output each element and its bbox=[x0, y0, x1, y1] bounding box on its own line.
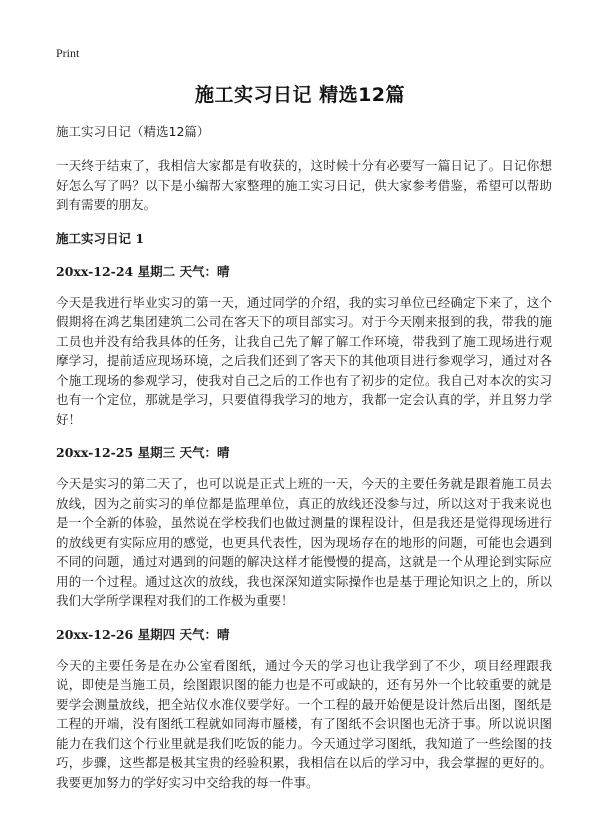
document-body bbox=[56, 122, 552, 806]
entry-body-2: 今天是实习的第二天了，也可以说是正式上班的一天，今天的主要任务就是跟着施工员去放线，因为之前实习的单位都是监理单位，真正的放线还没参与过，所以这对于我来说也是一个全新的体验，虽然说在学校我们也做过测量的课程设计，但是我还是觉得现场进行的放线更有实际应用的感觉，也更具代表性，因为现场存在的地形的问题，可能也会遇到不同的问题，通过对遇到的问题的解决这样才能慢慢的提高，这就是一个从理论到实际应用的一个过程。通过这次的放线，我也深深知道实际操作也是基于理论知识之上的，所以我们大学所学课程对我们的工作极为重要！ bbox=[56, 476, 552, 608]
print-link[interactable]: Print bbox=[56, 46, 80, 60]
entry-body-3: 今天的主要任务是在办公室看图纸，通过今天的学习也让我学到了不少，项目经理跟我说，即使是当施工员，绘图跟识图的能力也是不可或缺的，还有另外一个比较重要的就是要学会测量放线，把全站仪水准仪要学好。一个工程的最开始便是设计然后出图，图纸是工程的开端，没有图纸工程就如同海市蜃楼，有了图纸不会识图也无济于事。所以说识图能力在我们这个行业里就是我们吃饭的能力。今天通过学习图纸，我知道了一些绘图的技巧，步骤，这些都是极其宝贵的经验积累，我相信在以后的学习中，我会掌握的更好的。我要更加努力的学好实习中交给我的每一件事。 bbox=[56, 657, 552, 790]
section-heading: 施工实习日记 1 bbox=[56, 230, 145, 246]
entry-body-1: 今天是我进行毕业实习的第一天，通过同学的介绍，我的实习单位已经确定下来了，这个假期将在鸿艺集团建筑二公司在客天下的项目部实习。对于今天刚来报到的我，带我的施工员也并没有给我具体的任务，让我自己先了解了解工作环境，带我到了施工现场进行观摩学习，提前适应现场环境，之后我们还到了客天下的其他项目进行参观学习，通过对各个施工现场的参观学习，使我对自己之后的工作也有了初步的定位。我自己对本次的实习也有一个定位，那就是学习，只要值得我学习的地方，我都一定会认真的学，并且努力学好！ bbox=[56, 294, 552, 427]
entry-heading-3: 20xx-12-26 星期四 天气：晴 bbox=[56, 626, 230, 642]
intro-paragraph: 一天终于结束了，我相信大家都是有收获的，这时候十分有必要写一篇日记了。日记你想好怎么写了吗？以下是小编帮大家整理的施工实习日记，供大家参考借鉴，希望可以帮助到有需要的朋友。 bbox=[56, 158, 552, 212]
document-subtitle: 施工实习日记（精选12篇） bbox=[56, 124, 210, 139]
entry-heading-2: 20xx-12-25 星期三 天气：晴 bbox=[56, 445, 230, 460]
page-title: 施工实习日记 精选12篇 bbox=[194, 84, 406, 106]
entry-heading-1: 20xx-12-24 星期二 天气：晴 bbox=[56, 263, 230, 279]
